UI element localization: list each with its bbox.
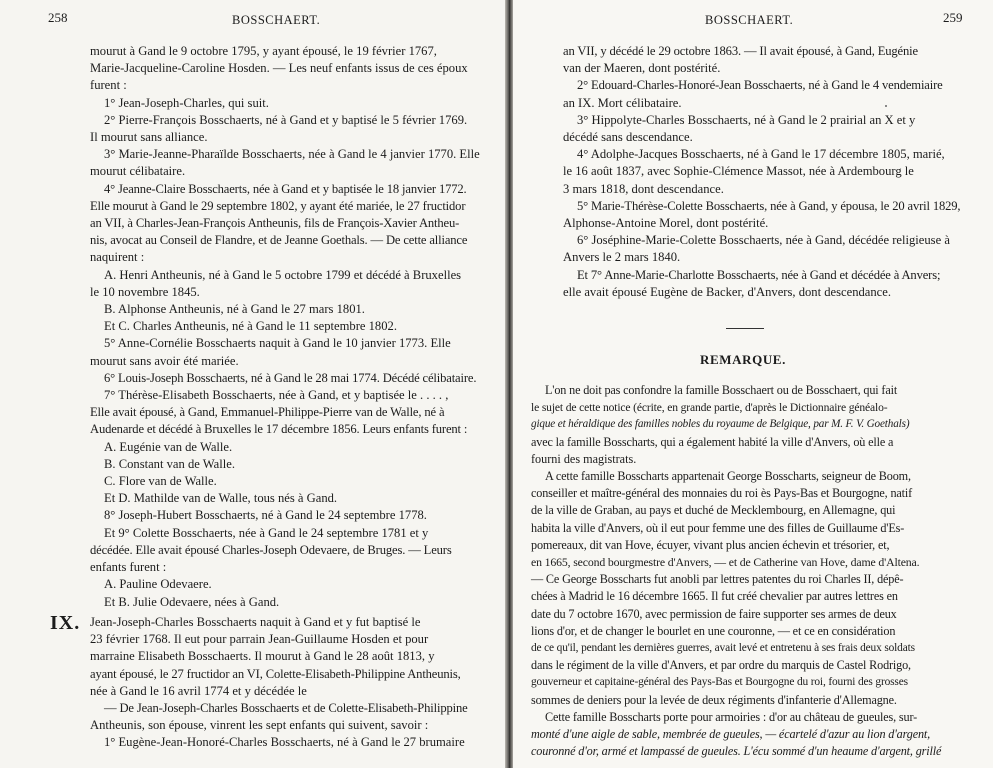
text-line: Cette famille Bosscharts porte pour armoiries : d'or au château de gueules, sur- (545, 709, 918, 724)
text-line: an VII, à Charles-Jean-François Antheunis, fils de François-Xavier Antheu- (90, 216, 460, 231)
section-marker: IX. (50, 612, 81, 634)
text-line: L'on ne doit pas confondre la famille Bosschaert ou de Bosschaert, qui fait (545, 383, 898, 397)
text-line: 3 mars 1818, dont descendance. (563, 181, 724, 196)
right-page-header: BOSSCHAERT. (705, 13, 794, 27)
text-line: elle avait épousé Eugène de Backer, d'Anvers, dont descendance. (563, 284, 892, 299)
text-line: — Ce George Bosscharts fut anobli par lettres patentes du roi Charles II, dépê- (531, 572, 904, 587)
text-line: 7° Thérèse-Elisabeth Bosschaerts, née à Gand, et y baptisée le . . . . , (104, 388, 449, 403)
text-line: sommes de deniers pour la levée de deux régiments d'infanterie d'Allemagne. (531, 692, 897, 707)
book-gutter (505, 0, 513, 768)
text-line: le sujet de cette notice (écrite, en grande partie, d'après le Dictionnaire généalo- (531, 401, 888, 415)
text-line: monté d'une aigle de sable, membrée de gueules, — écartelé d'azur au lion d'argent, (531, 727, 931, 742)
text-line: fourni des magistrats. (531, 451, 637, 466)
text-line: Et D. Mathilde van de Walle, tous nés à Gand. (104, 491, 338, 506)
text-line: Elle avait épousé, à Gand, Emmanuel-Philippe-Pierre van de Walle, né à (90, 405, 445, 420)
ink-speck (885, 105, 887, 107)
text-line: Et 9° Colette Bosschaerts, née à Gand le 24 septembre 1781 et y (104, 525, 429, 540)
text-line: chées à Madrid le 16 décembre 1665. Il fut créé chevalier par autres lettres en (531, 589, 898, 604)
text-line: décédé sans descendance. (563, 130, 693, 145)
left-text-block-1 (90, 43, 488, 611)
text-line: Marie-Jacqueline-Caroline Hosden. — Les neuf enfants issus de ces époux (90, 61, 468, 76)
text-line: van der Maeren, dont postérité. (563, 61, 721, 76)
right-page-number: 259 (943, 10, 963, 25)
text-line: an VII, y décédé le 29 octobre 1863. — Il avait épousé, à Gand, Eugénie (563, 44, 918, 58)
text-line: pomereaux, dit van Hove, écuyer, vivant plus ancien échevin et trésorier, et, (531, 537, 890, 552)
text-line: conseiller et maître-général des monnaies du roi ès Pays-Bas et Bourgogne, natif (531, 486, 913, 501)
left-page-number: 258 (48, 10, 68, 25)
text-line: couronné d'or, armé et lampassé de gueules. L'écu sommé d'un heaume d'argent, grillé (531, 744, 942, 759)
remarque-heading: REMARQUE. (700, 352, 786, 367)
text-line: furent : (90, 78, 127, 93)
right-text-block-2 (531, 382, 975, 760)
text-line: marraine Elisabeth Bosschaerts. Il mourut à Gand le 28 août 1813, y (90, 649, 435, 664)
text-line: mourut célibataire. (90, 164, 186, 179)
left-text-block-2 (90, 614, 488, 752)
text-line: 6° Louis-Joseph Bosschaerts, né à Gand le 28 mai 1774. Décédé célibataire. (104, 370, 477, 385)
text-line: 1° Eugène-Jean-Honoré-Charles Bosschaerts, né à Gand le 27 brumaire (104, 735, 465, 750)
text-line: en 1665, second bourgmestre d'Anvers, — et de Catherine van Hove, dame d'Altena. (531, 555, 920, 570)
text-line: naquirent : (90, 250, 145, 265)
text-line: Et 7° Anne-Marie-Charlotte Bosschaerts, née à Gand et décédée à Anvers; (577, 267, 941, 282)
text-line: Jean-Joseph-Charles Bosschaerts naquit à Gand et y fut baptisé le (90, 615, 421, 629)
text-line: dans le régiment de la ville d'Anvers, et par ordre du marquis de Castel Rodrigo, (531, 658, 911, 673)
text-line: 5° Marie-Thérèse-Colette Bosschaerts, née à Gand, y épousa, le 20 avril 1829, (577, 198, 961, 213)
text-line: 2° Edouard-Charles-Honoré-Jean Bosschaerts, né à Gand le 4 vendemiaire (577, 78, 943, 93)
text-line: 8° Joseph-Hubert Bosschaerts, né à Gand le 24 septembre 1778. (104, 508, 427, 523)
text-line: nis, avocat au Conseil de Flandre, et de Jeanne Goethals. — De cette alliance (90, 233, 468, 248)
text-line: 1° Jean-Joseph-Charles, qui suit. (104, 95, 269, 110)
text-line: 5° Anne-Cornélie Bosschaerts naquit à Gand le 10 janvier 1773. Elle (104, 336, 451, 351)
right-page (513, 0, 993, 768)
text-line: B. Alphonse Antheunis, né à Gand le 27 mars 1801. (104, 302, 365, 317)
text-line: 3° Hippolyte-Charles Bosschaerts, né à Gand le 2 prairial an X et y (577, 112, 916, 127)
text-line: Et C. Charles Antheunis, né à Gand le 11 septembre 1802. (104, 319, 397, 334)
text-line: date du 7 octobre 1670, avec permission de faire supporter ses armes de deux (531, 606, 897, 621)
text-line: B. Constant van de Walle. (104, 456, 235, 471)
text-line: le 16 août 1837, avec Sophie-Clémence Massot, née à Ardembourg le (563, 164, 914, 179)
text-line: le 10 novembre 1845. (90, 284, 200, 299)
text-line: Anvers le 2 mars 1840. (563, 250, 681, 265)
text-line: C. Flore van de Walle. (104, 474, 217, 489)
text-line: A. Eugénie van de Walle. (104, 439, 233, 454)
text-line: 3° Marie-Jeanne-Pharaïlde Bosschaerts, née à Gand le 4 janvier 1770. Elle (104, 147, 480, 162)
text-line: mourut à Gand le 9 octobre 1795, y ayant épousé, le 19 février 1767, (90, 44, 437, 58)
text-line: née à Gand le 16 avril 1774 et y décédée le (90, 683, 307, 698)
text-line: — De Jean-Joseph-Charles Bosschaerts et de Colette-Elisabeth-Philippine (104, 701, 468, 716)
separator-rule (726, 328, 764, 329)
text-line: ayant épousé, le 27 fructidor an VI, Colette-Elisabeth-Philippine Antheunis, (90, 666, 461, 681)
text-line: an IX. Mort célibataire. (563, 95, 682, 110)
left-page-header: BOSSCHAERT. (232, 13, 321, 27)
right-text-block-1 (563, 43, 965, 301)
text-line: Alphonse-Antoine Morel, dont postérité. (563, 216, 769, 231)
text-line: gouverneur et capitaine-général des Pays-Bas et Bourgogne du roi, fourni des grosses (531, 676, 908, 689)
text-line: mourut sans avoir été mariée. (90, 353, 239, 368)
text-line: avec la famille Bosscharts, qui a également habité la ville d'Anvers, où elle a (531, 434, 894, 449)
text-line: A. Henri Antheunis, né à Gand le 5 octobre 1799 et décédé à Bruxelles (104, 267, 462, 282)
text-line: 6° Joséphine-Marie-Colette Bosschaerts, née à Gand, décédée religieuse à (577, 233, 950, 248)
text-line: habita la ville d'Anvers, où il eut pour femme une des filles de Guillaume d'Es- (531, 520, 905, 535)
text-line: Antheunis, son épouse, vinrent les sept enfants qui suivent, savoir : (90, 718, 429, 733)
text-line: lions d'or, et de changer le bourlet en une couronne, — et ce en considération (531, 623, 896, 638)
text-line: 23 février 1768. Il eut pour parrain Jean-Guillaume Hosden et pour (90, 632, 429, 647)
text-line: Il mourut sans alliance. (90, 130, 208, 145)
text-line: enfants furent : (90, 560, 167, 575)
text-line: gique et héraldique des familles nobles du royaume de Belgique, par M. F. V. Goethals) (531, 418, 910, 431)
text-line: décédée. Elle avait épousé Charles-Joseph Odevaere, de Bruges. — Leurs (90, 542, 452, 557)
text-line: Elle mourut à Gand le 29 septembre 1802, y ayant été mariée, le 27 fructidor (90, 198, 466, 213)
text-line: 4° Adolphe-Jacques Bosschaerts, né à Gand le 17 décembre 1805, marié, (577, 147, 945, 162)
text-line: Et B. Julie Odevaere, nées à Gand. (104, 594, 280, 609)
text-line: de ce qu'il, pendant les dernières guerres, avait levé et entretenu à ses frais deux soldats (531, 642, 915, 655)
text-line: A. Pauline Odevaere. (104, 577, 212, 592)
text-line: 2° Pierre-François Bosschaerts, né à Gand et y baptisé le 5 février 1769. (104, 112, 468, 127)
text-line: Audenarde et décédé à Bruxelles le 17 décembre 1856. Leurs enfants furent : (90, 422, 468, 437)
text-line: 4° Jeanne-Claire Bosschaerts, née à Gand et y baptisée le 18 janvier 1772. (104, 181, 467, 196)
text-line: A cette famille Bosscharts appartenait George Bosscharts, seigneur de Boom, (545, 469, 911, 484)
text-line: de la ville de Graban, au pays et duché de Mecklembourg, en Allemagne, qui (531, 503, 896, 518)
